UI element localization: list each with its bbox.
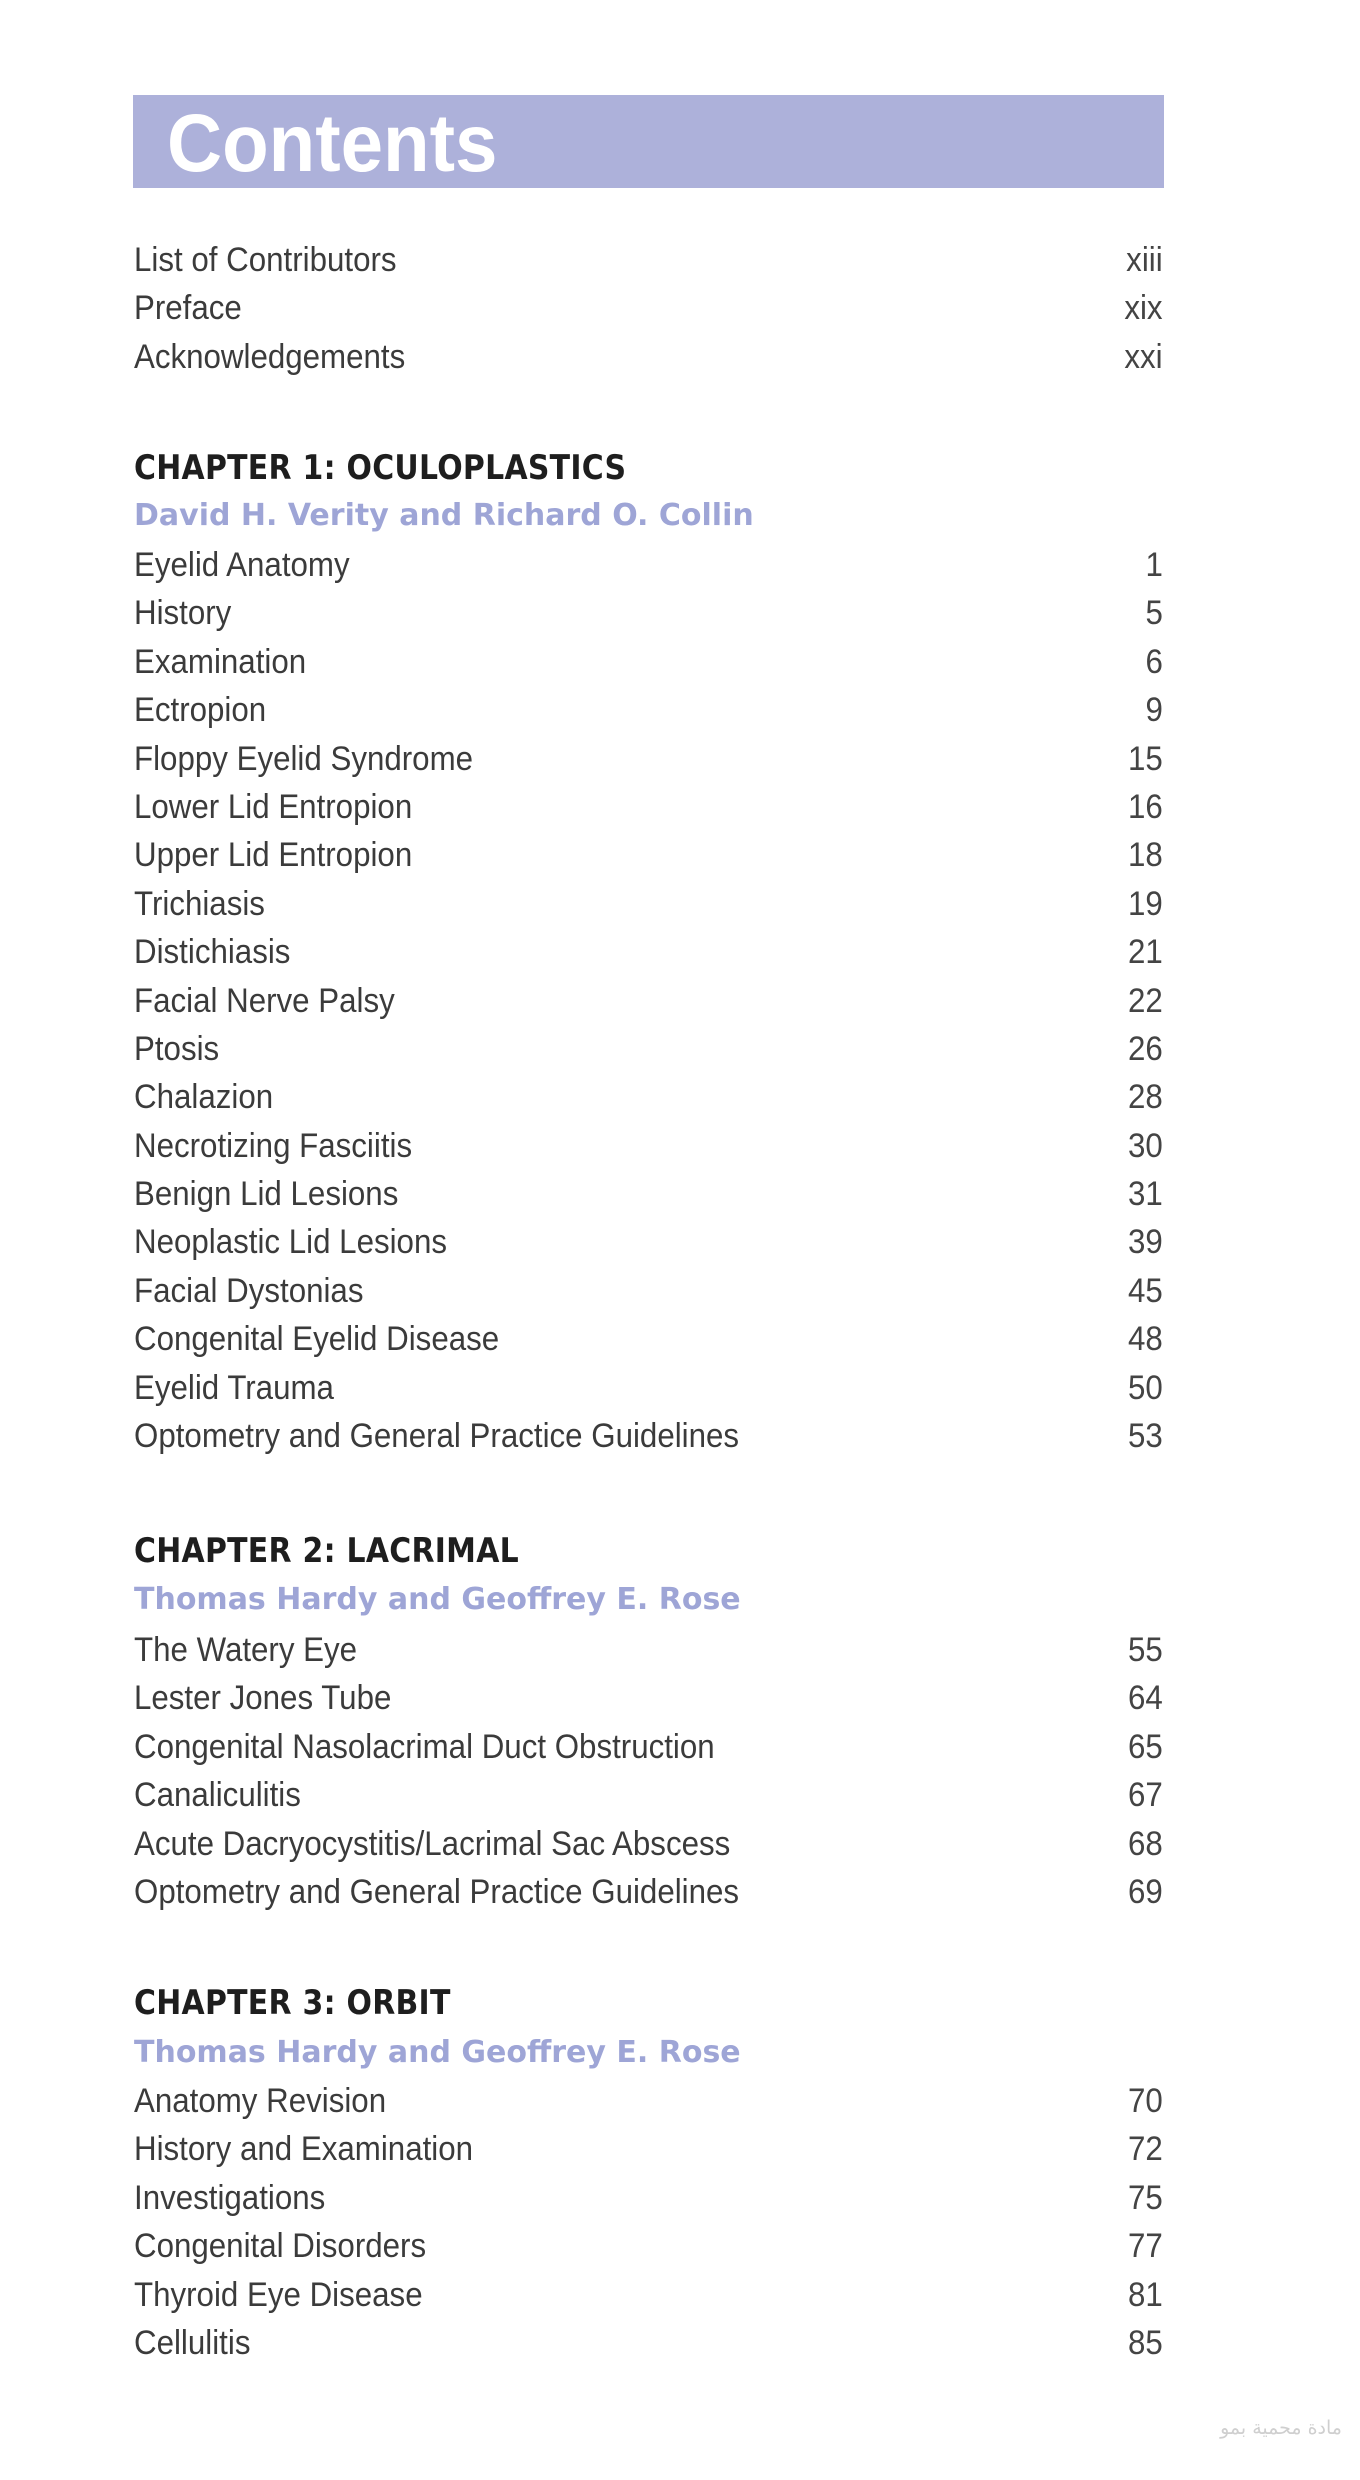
toc-entry-page-number: 6 <box>1145 642 1163 681</box>
toc-entry-title: Necrotizing Fasciitis <box>134 1126 413 1165</box>
toc-entry-page-number: 26 <box>1128 1029 1163 1068</box>
toc-entry-page-number: 39 <box>1128 1223 1163 1262</box>
toc-entry <box>134 1771 1163 1819</box>
toc-entry <box>134 1170 1163 1218</box>
chapter-3-authors: Thomas Hardy and Geoffrey E. Rose <box>134 2035 741 2070</box>
toc-entry-title: Ptosis <box>134 1029 220 1068</box>
toc-entry <box>134 1025 1163 1073</box>
toc-entry-page-number: 69 <box>1128 1872 1163 1911</box>
toc-entry-title: Anatomy Revision <box>134 2082 387 2120</box>
front-matter-list <box>134 236 1163 381</box>
toc-entry-title: Upper Lid Entropion <box>134 836 413 875</box>
toc-entry <box>134 735 1163 783</box>
toc-entry <box>134 1723 1163 1771</box>
toc-entry-title: Thyroid Eye Disease <box>134 2275 423 2314</box>
chapter-2-authors: Thomas Hardy and Geoffrey E. Rose <box>134 1582 741 1617</box>
toc-entry <box>134 2077 1163 2125</box>
toc-entry-page-number: 16 <box>1128 787 1163 826</box>
toc-entry-page-number: 67 <box>1128 1776 1163 1815</box>
toc-entry-title: Congenital Disorders <box>134 2227 427 2266</box>
toc-entry <box>134 1674 1163 1722</box>
toc-entry <box>134 928 1163 976</box>
toc-entry-page-number: 22 <box>1128 981 1163 1020</box>
toc-entry-page-number: xix <box>1124 289 1163 328</box>
toc-entry-page-number: 81 <box>1128 2275 1163 2314</box>
toc-entry-title: Cellulitis <box>134 2323 251 2362</box>
toc-entry-page-number: 28 <box>1128 1078 1163 1117</box>
toc-entry-title: Preface <box>134 289 242 328</box>
chapter-2-heading: CHAPTER 2: LACRIMAL <box>134 1531 519 1571</box>
chapter-3-entries <box>134 2077 1163 2367</box>
toc-entry-title: List of Contributors <box>134 241 397 279</box>
toc-entry-page-number: 68 <box>1128 1824 1163 1863</box>
toc-entry-title: History <box>134 594 232 633</box>
toc-entry <box>134 2271 1163 2319</box>
toc-entry-page-number: 50 <box>1128 1368 1163 1407</box>
toc-entry-title: History and Examination <box>134 2130 474 2169</box>
toc-entry <box>134 1218 1163 1266</box>
toc-entry <box>134 1820 1163 1868</box>
toc-entry-page-number: 5 <box>1145 594 1163 633</box>
toc-entry-title: Eyelid Anatomy <box>134 546 350 584</box>
chapter-1-heading: CHAPTER 1: OCULOPLASTICS <box>134 448 627 488</box>
toc-entry-page-number: 72 <box>1128 2130 1163 2169</box>
toc-entry <box>134 236 1163 284</box>
toc-entry <box>134 2125 1163 2173</box>
toc-entry-page-number: 21 <box>1128 933 1163 972</box>
toc-entry-title: Congenital Nasolacrimal Duct Obstruction <box>134 1727 715 1766</box>
toc-entry <box>134 831 1163 879</box>
toc-entry-title: Trichiasis <box>134 884 265 923</box>
chapter-1-authors: David H. Verity and Richard O. Collin <box>134 498 754 533</box>
toc-entry-page-number: 30 <box>1128 1126 1163 1165</box>
chapter-3-heading: CHAPTER 3: ORBIT <box>134 1983 451 2023</box>
toc-entry <box>134 541 1163 589</box>
toc-entry-title: Ectropion <box>134 691 267 730</box>
toc-entry-title: Chalazion <box>134 1078 274 1117</box>
toc-entry-page-number: xxi <box>1124 337 1163 376</box>
toc-entry-page-number: 77 <box>1128 2227 1163 2266</box>
toc-entry-title: Examination <box>134 642 307 681</box>
toc-entry-title: Facial Nerve Palsy <box>134 981 395 1020</box>
toc-entry-page-number: 48 <box>1128 1320 1163 1359</box>
toc-entry <box>134 2174 1163 2222</box>
toc-entry <box>134 589 1163 637</box>
toc-entry <box>134 2319 1163 2367</box>
toc-entry-page-number: 55 <box>1128 1631 1163 1669</box>
chapter-1-entries <box>134 541 1163 1460</box>
toc-entry-title: Neoplastic Lid Lesions <box>134 1223 447 1262</box>
toc-entry <box>134 880 1163 928</box>
toc-entry <box>134 1267 1163 1315</box>
toc-entry-page-number: 65 <box>1128 1727 1163 1766</box>
toc-entry <box>134 1626 1163 1674</box>
toc-entry-title: Lester Jones Tube <box>134 1679 392 1718</box>
toc-entry-title: Optometry and General Practice Guidelines <box>134 1417 740 1456</box>
toc-entry-title: Eyelid Trauma <box>134 1368 334 1407</box>
toc-entry-page-number: xiii <box>1126 241 1163 279</box>
toc-entry <box>134 1073 1163 1121</box>
toc-entry <box>134 1868 1163 1916</box>
toc-entry-title: Floppy Eyelid Syndrome <box>134 739 474 778</box>
toc-entry-title: Optometry and General Practice Guidelines <box>134 1872 740 1911</box>
toc-entry-title: Lower Lid Entropion <box>134 787 413 826</box>
toc-entry-page-number: 19 <box>1128 884 1163 923</box>
toc-entry-title: Congenital Eyelid Disease <box>134 1320 500 1359</box>
toc-entry-page-number: 75 <box>1128 2178 1163 2217</box>
toc-entry <box>134 1315 1163 1363</box>
toc-entry-title: Facial Dystonias <box>134 1271 364 1310</box>
toc-entry-page-number: 15 <box>1128 739 1163 778</box>
toc-entry-title: Distichiasis <box>134 933 291 972</box>
toc-entry-page-number: 64 <box>1128 1679 1163 1718</box>
toc-entry-page-number: 18 <box>1128 836 1163 875</box>
toc-entry <box>134 2222 1163 2270</box>
toc-entry <box>134 333 1163 381</box>
toc-entry-title: Benign Lid Lesions <box>134 1175 399 1214</box>
toc-entry-page-number: 45 <box>1128 1271 1163 1310</box>
toc-entry <box>134 783 1163 831</box>
toc-entry-page-number: 1 <box>1145 546 1163 584</box>
toc-entry-page-number: 9 <box>1145 691 1163 730</box>
toc-entry-page-number: 70 <box>1128 2082 1163 2120</box>
toc-entry-title: Canaliculitis <box>134 1776 301 1815</box>
toc-entry <box>134 1122 1163 1170</box>
toc-entry-page-number: 85 <box>1128 2323 1163 2362</box>
toc-entry <box>134 284 1163 332</box>
toc-entry <box>134 977 1163 1025</box>
toc-entry <box>134 686 1163 734</box>
toc-entry-title: Acknowledgements <box>134 337 406 376</box>
toc-entry-page-number: 31 <box>1128 1175 1163 1214</box>
toc-entry <box>134 1412 1163 1460</box>
toc-entry-title: Investigations <box>134 2178 326 2217</box>
chapter-2-entries <box>134 1626 1163 1916</box>
toc-entry-title: The Watery Eye <box>134 1631 358 1669</box>
toc-entry-page-number: 53 <box>1128 1417 1163 1456</box>
page-title: Contents <box>167 98 498 189</box>
toc-entry <box>134 1364 1163 1412</box>
toc-entry <box>134 638 1163 686</box>
watermark: مادة محمية بمو <box>1220 2417 1342 2439</box>
toc-entry-title: Acute Dacryocystitis/Lacrimal Sac Abscess <box>134 1824 731 1863</box>
